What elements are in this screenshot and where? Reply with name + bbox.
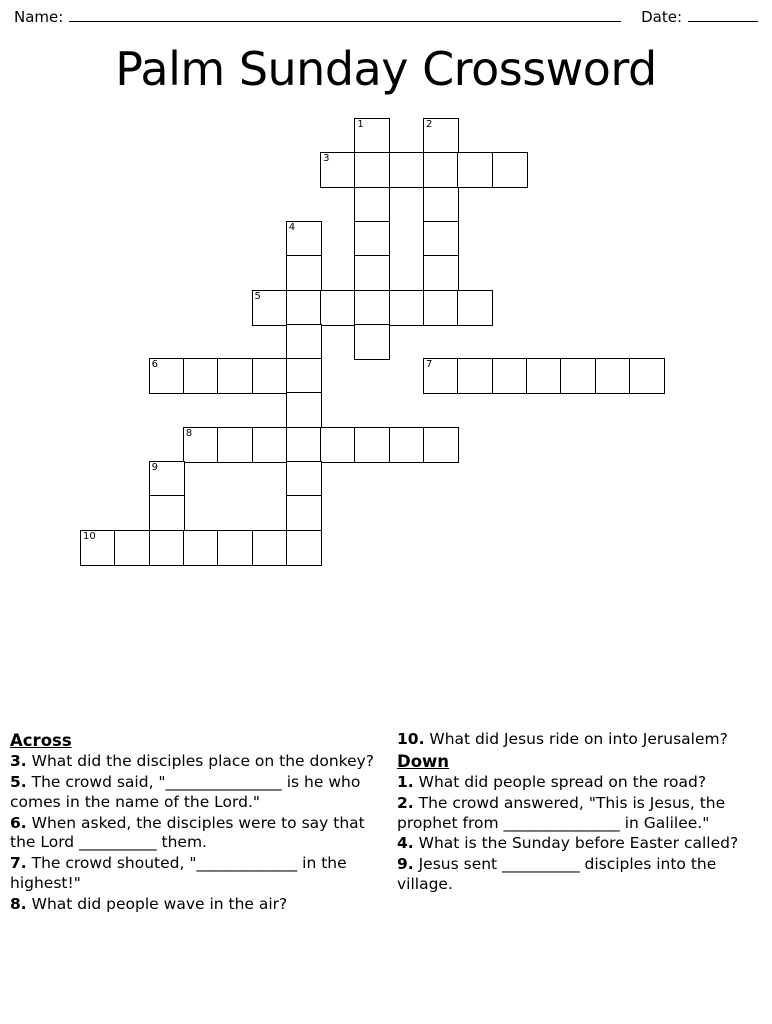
grid-cell-number: 2 bbox=[426, 119, 433, 130]
grid-cell[interactable] bbox=[423, 187, 459, 223]
grid-cell[interactable] bbox=[595, 358, 631, 394]
grid-cell[interactable] bbox=[629, 358, 665, 394]
clue-text: What did the disciples place on the donkey? bbox=[26, 752, 375, 771]
grid-cell-number: 7 bbox=[426, 359, 433, 371]
page-title: Palm Sunday Crossword bbox=[115, 42, 657, 96]
clue-number: 1. bbox=[397, 772, 414, 791]
grid-cell[interactable] bbox=[149, 530, 185, 566]
grid-cell[interactable] bbox=[149, 358, 185, 394]
grid-cell[interactable] bbox=[286, 358, 322, 394]
grid-cell-number: 9 bbox=[151, 462, 158, 473]
clue-text: What did Jesus ride on into Jerusalem? bbox=[424, 730, 728, 748]
clue-text: Jesus sent __________ disciples into the village. bbox=[397, 855, 717, 894]
grid-cell[interactable] bbox=[354, 324, 390, 360]
grid-cell[interactable] bbox=[217, 358, 253, 394]
grid-cell[interactable] bbox=[252, 358, 288, 394]
clue-list bbox=[10, 730, 762, 1020]
grid-cell[interactable] bbox=[423, 255, 459, 291]
across-heading: Across bbox=[10, 731, 72, 750]
grid-cell-number: 10 bbox=[83, 530, 96, 542]
date-label: Date: bbox=[641, 8, 682, 26]
clue-number: 4. bbox=[397, 834, 414, 853]
grid-cell[interactable] bbox=[286, 255, 322, 291]
grid-cell[interactable] bbox=[80, 530, 116, 566]
grid-cell[interactable] bbox=[389, 152, 425, 188]
worksheet-header bbox=[14, 8, 758, 26]
grid-cell-number: 3 bbox=[323, 153, 330, 165]
grid-cell[interactable] bbox=[286, 324, 322, 360]
clue-item bbox=[10, 814, 375, 854]
grid-cell[interactable] bbox=[286, 530, 322, 566]
grid-cell[interactable] bbox=[252, 427, 288, 463]
grid-cell[interactable] bbox=[354, 290, 390, 326]
clue-text: What is the Sunday before Easter called? bbox=[413, 834, 739, 853]
grid-cell[interactable] bbox=[252, 290, 288, 326]
grid-cell[interactable] bbox=[320, 290, 356, 326]
grid-cell[interactable] bbox=[492, 358, 528, 394]
name-write-line[interactable] bbox=[69, 21, 621, 22]
clue-text: The crowd shouted, "_____________ in the highest!" bbox=[10, 854, 347, 893]
grid-cell[interactable] bbox=[286, 427, 322, 463]
grid-cell-number: 1 bbox=[357, 119, 364, 130]
clue-item bbox=[10, 752, 375, 772]
clue-text: The crowd said, "_______________ is he who comes in the name of the Lord." bbox=[10, 772, 361, 811]
clue-number: 2. bbox=[397, 793, 414, 812]
down-heading: Down bbox=[397, 751, 450, 771]
grid-cell[interactable] bbox=[114, 530, 150, 566]
grid-cell[interactable] bbox=[217, 530, 253, 566]
grid-cell[interactable] bbox=[217, 427, 253, 463]
grid-cell-number: 4 bbox=[288, 221, 296, 233]
grid-cell-number: 6 bbox=[151, 359, 158, 371]
grid-cell[interactable] bbox=[183, 427, 219, 463]
clue-number: 9. bbox=[397, 855, 414, 874]
clue-text: The crowd answered, "This is Jesus, the prophet from _______________ in Galilee." bbox=[397, 793, 726, 832]
grid-cell[interactable] bbox=[389, 290, 425, 326]
clue-number: 6. bbox=[10, 813, 27, 832]
grid-cell[interactable] bbox=[149, 461, 185, 497]
grid-cell[interactable] bbox=[423, 427, 459, 463]
grid-cell[interactable] bbox=[286, 221, 322, 257]
grid-cell[interactable] bbox=[423, 221, 459, 257]
grid-cell[interactable] bbox=[423, 358, 459, 394]
grid-cell[interactable] bbox=[286, 290, 322, 326]
grid-cell[interactable] bbox=[354, 427, 390, 463]
grid-cell[interactable] bbox=[457, 358, 493, 394]
grid-cell[interactable] bbox=[423, 118, 459, 154]
grid-cell[interactable] bbox=[457, 152, 493, 188]
grid-cell[interactable] bbox=[286, 495, 322, 531]
grid-cell[interactable] bbox=[286, 461, 322, 497]
grid-cell[interactable] bbox=[354, 221, 390, 257]
grid-cell[interactable] bbox=[320, 152, 356, 188]
date-write-line[interactable] bbox=[688, 21, 758, 22]
clue-item bbox=[397, 794, 762, 834]
grid-cell[interactable] bbox=[389, 427, 425, 463]
clue-item bbox=[10, 773, 375, 813]
name-label: Name: bbox=[14, 8, 64, 26]
grid-cell[interactable] bbox=[492, 152, 528, 188]
grid-cell[interactable] bbox=[286, 392, 322, 428]
grid-cell[interactable] bbox=[320, 427, 356, 463]
grid-cell[interactable] bbox=[354, 118, 390, 154]
clue-text: What did people spread on the road? bbox=[413, 772, 707, 791]
clue-number: 10. bbox=[397, 730, 425, 748]
clue-number: 3. bbox=[10, 752, 27, 771]
grid-cell[interactable] bbox=[183, 530, 219, 566]
clue-item bbox=[397, 730, 762, 750]
clue-item bbox=[10, 854, 375, 894]
crossword-grid[interactable] bbox=[0, 118, 772, 678]
grid-cell[interactable] bbox=[423, 152, 459, 188]
grid-cell[interactable] bbox=[526, 358, 562, 394]
grid-cell[interactable] bbox=[149, 495, 185, 531]
grid-cell[interactable] bbox=[354, 255, 390, 291]
grid-cell[interactable] bbox=[354, 187, 390, 223]
clue-text: When asked, the disciples were to say that the Lord __________ them. bbox=[10, 813, 365, 852]
clue-item bbox=[397, 773, 762, 793]
grid-cell[interactable] bbox=[423, 290, 459, 326]
grid-cell[interactable] bbox=[560, 358, 596, 394]
grid-cell-number: 5 bbox=[254, 290, 261, 302]
grid-cell[interactable] bbox=[354, 152, 390, 188]
clue-number: 5. bbox=[10, 772, 27, 791]
clue-number: 7. bbox=[10, 854, 27, 873]
clue-item bbox=[10, 895, 375, 915]
grid-cell[interactable] bbox=[183, 358, 219, 394]
grid-cell-number: 8 bbox=[185, 427, 193, 439]
clue-text: What did people wave in the air? bbox=[26, 894, 288, 913]
grid-cell[interactable] bbox=[252, 530, 288, 566]
clue-number: 8. bbox=[10, 894, 27, 913]
clue-item bbox=[397, 834, 762, 854]
clue-item bbox=[397, 855, 762, 895]
grid-cell[interactable] bbox=[457, 290, 493, 326]
